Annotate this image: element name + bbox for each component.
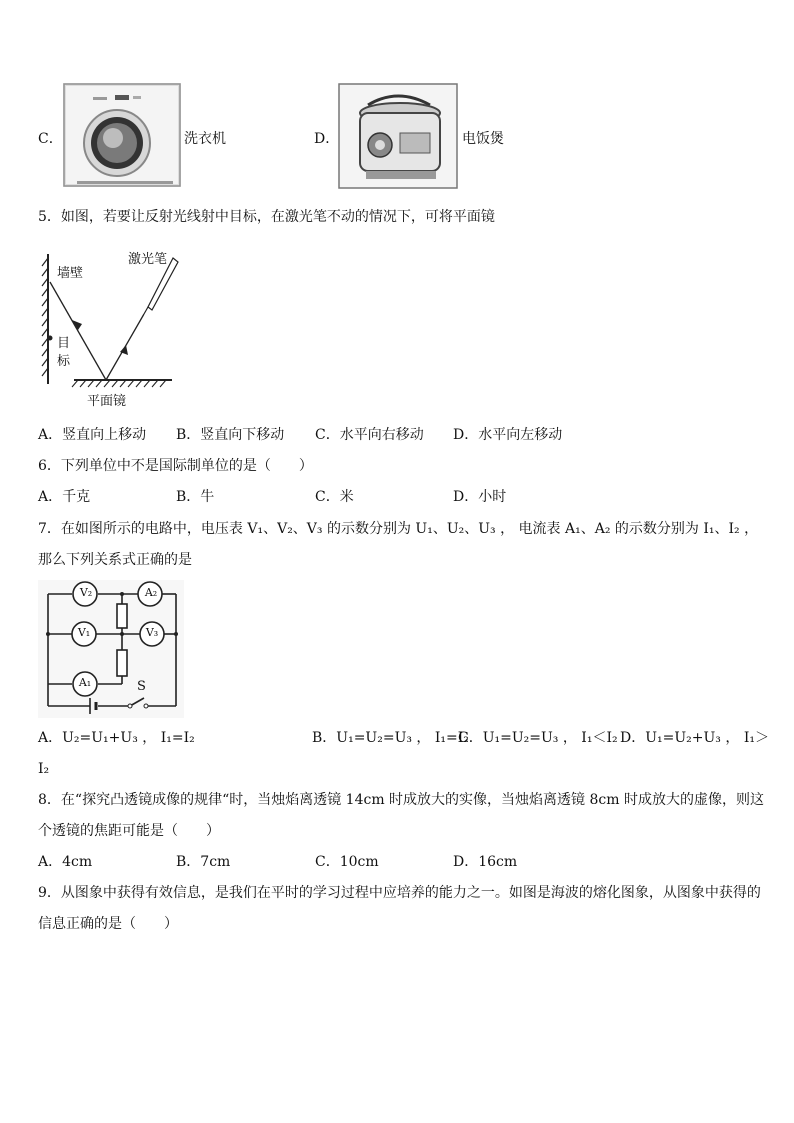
- q8-option-b: B．7cm: [176, 854, 231, 870]
- q5-mirror-label: 平面镜: [87, 394, 127, 409]
- q5-target-label-2: 标: [57, 354, 71, 369]
- q8-stem-line1: 8．在“探究凸透镜成像的规律“时，当烛焰离透镜 14cm 时成放大的实像，当烛焰离透镜 8cm 时成放大的虚像，则这: [38, 792, 764, 808]
- q7-option-b: B．U₁=U₂=U₃ ， I₁=I₂: [312, 730, 469, 746]
- q5-option-d: D．水平向左移动: [453, 427, 563, 443]
- q4-option-c-label: 洗衣机: [184, 131, 226, 147]
- q5-option-b: B．竖直向下移动: [176, 427, 285, 443]
- q6-option-c: C．米: [315, 489, 354, 505]
- q5-laser-label: 激光笔: [128, 252, 168, 267]
- q7-switch-label: S: [137, 679, 146, 694]
- q5-target-label-1: 目: [57, 336, 71, 351]
- q7-option-d: D．U₁=U₂+U₃ ， I₁＞: [620, 730, 769, 746]
- q6-stem: 6．下列单位中不是国际制单位的是（ ）: [38, 458, 313, 474]
- q5-option-c: C．水平向右移动: [315, 427, 424, 443]
- q7-stem-line2: 那么下列关系式正确的是: [38, 552, 192, 568]
- q6-option-d: D．小时: [453, 489, 507, 505]
- washing-machine-image: [63, 83, 181, 187]
- q7-meter-a1: A₁: [78, 676, 92, 689]
- q9-stem-line1: 9．从图象中获得有效信息，是我们在平时的学习过程中应培养的能力之一。如图是海波的熔化图象，从图象中获得的: [38, 885, 761, 901]
- rice-cooker-image: [338, 83, 458, 189]
- q7-option-d-tail: I₂: [38, 761, 50, 777]
- q7-meter-v3: V₃: [145, 626, 159, 639]
- q8-option-a: A．4cm: [38, 854, 93, 870]
- q8-stem-line2: 个透镜的焦距可能是（ ）: [38, 823, 220, 839]
- q7-meter-v2: V₂: [79, 586, 93, 599]
- q9-stem-line2: 信息正确的是（ ）: [38, 916, 178, 932]
- q4-option-c: C．: [38, 131, 63, 147]
- q7-stem-line1: 7．在如图所示的电路中，电压表 V₁、V₂、V₃ 的示数分别为 U₁、U₂、U₃ ， 电流表 A₁、A₂ 的示数分别为 I₁、I₂ ，: [38, 521, 759, 537]
- q4-option-d: D．: [314, 131, 340, 147]
- q6-option-b: B．牛: [176, 489, 215, 505]
- q4-option-d-label: 电饭煲: [462, 131, 504, 147]
- q7-option-a: A．U₂=U₁+U₃ ， I₁=I₂: [38, 730, 195, 746]
- q5-option-a: A．竖直向上移动: [38, 427, 147, 443]
- q7-option-c: C．U₁=U₂=U₃ ， I₁＜I₂: [458, 730, 618, 746]
- q5-stem: 5．如图，若要让反射光线射中目标，在激光笔不动的情况下，可将平面镜: [38, 209, 495, 225]
- q7-meter-a2: A₂: [144, 586, 158, 599]
- q7-circuit-diagram: [38, 580, 184, 718]
- q8-option-c: C．10cm: [315, 854, 379, 870]
- q6-option-a: A．千克: [38, 489, 91, 505]
- q7-meter-v1: V₁: [77, 626, 91, 639]
- q5-wall-label: 墙壁: [57, 266, 84, 281]
- q8-option-d: D．16cm: [453, 854, 518, 870]
